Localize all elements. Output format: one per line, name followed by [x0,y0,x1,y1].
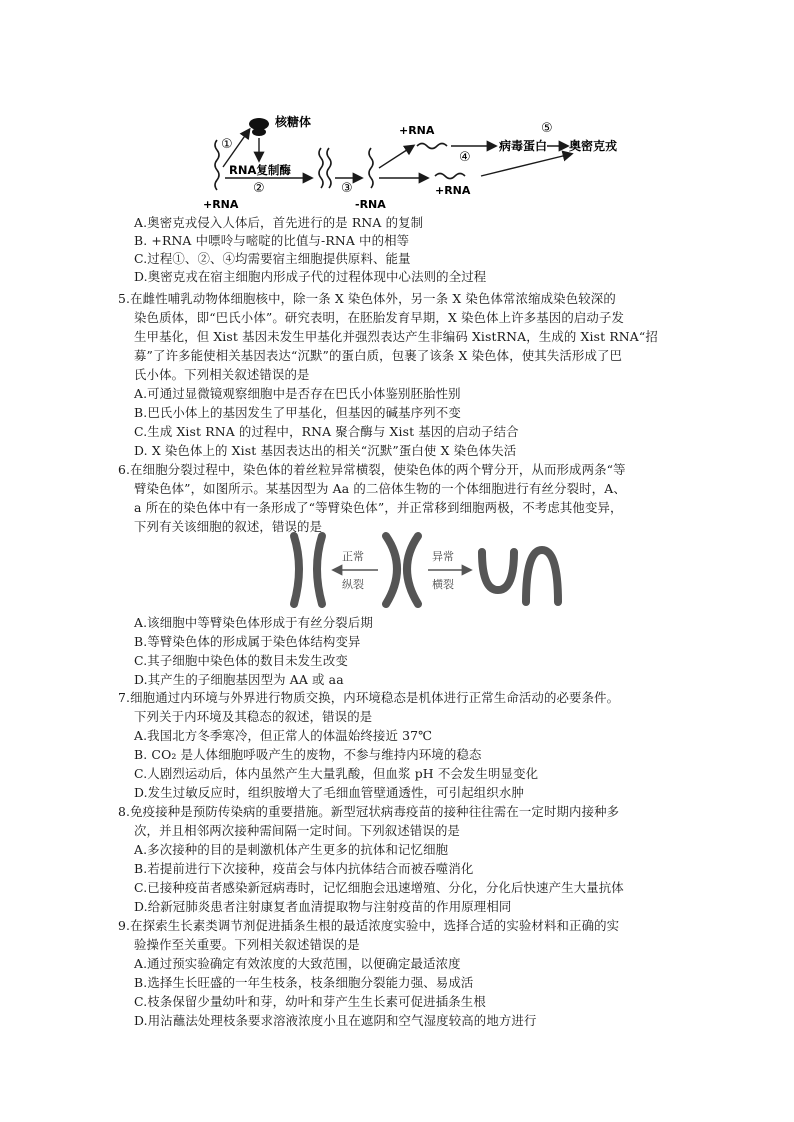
q5-stem-line: 染色质体，即“巴氏小体”。研究表明，在胚胎发育早期，X 染色体上许多基因的启动子发 [134,310,625,325]
q4-option-a: A.奥密克戎侵入人体后，首先进行的是 RNA 的复制 [134,215,424,230]
q5-stem-line: 募”了许多能使相关基因表达“沉默”的蛋白质，包裹了该条 X 染色体，使其失活形成了巴 [134,348,623,363]
plus-rna-left-label: +RNA [203,198,239,211]
q8-stem-line: 8.免疫接种是预防传染病的重要措施。新型冠状病毒疫苗的接种往往需在一定时期内接种多 [118,804,620,819]
q9-stem-line: 9.在探索生长素类调节剂促进插条生根的最适浓度实验中，选择合适的实验材料和正确的实 [118,918,620,933]
chromosome-x-a [386,536,397,604]
q6-option-a: A.该细胞中等臂染色体形成于有丝分裂后期 [134,615,373,630]
chromosome-x-b [407,536,418,604]
plus-rna-top-label: +RNA [399,124,435,137]
arrow-bottom-to-omicron [481,154,571,176]
normal-label-1: 正常 [342,550,364,563]
rdrp-label: RNA复制酶 [229,163,291,177]
q7-option-c: C.人剧烈运动后，体内虽然产生大量乳酸，但血浆 pH 不会发生明显变化 [134,766,539,781]
q7-option-d: D.发生过敏反应时，组织胺增大了毛细血管壁通透性，可引起组织水肿 [134,785,524,800]
q4-option-c: C.过程①、②、④均需要宿主细胞提供原料、能量 [134,251,411,266]
step3-label: ③ [341,181,353,196]
step5-label: ⑤ [541,121,553,136]
q9-option-b: B.选择生长旺盛的一年生枝条，枝条细胞分裂能力强、易成活 [134,975,474,990]
plus-rna-left-strand [215,140,219,190]
abnormal-label-2: 横裂 [432,578,454,591]
q9-option-c: C.枝条保留少量幼叶和芽，幼叶和芽产生生长素可促进插条生根 [134,994,486,1009]
q8-stem-line: 次，并且相邻两次接种需间隔一定时间。下列叙述错误的是 [134,823,461,838]
q5-stem-line: 生甲基化，但 Xist 基因未发生甲基化并强烈表达产生非编码 XistRNA，生成的 Xist RNA“招 [134,329,658,344]
q5-option-b: B.巴氏小体上的基因发生了甲基化，但基因的碱基序列不变 [134,405,461,420]
q7-option-b: B. CO₂ 是人体细胞呼吸产生的废物，不参与维持内环境的稳态 [134,747,482,762]
q6-stem-line: 6.在细胞分裂过程中，染色体的着丝粒异常横裂，使染色体的两个臂分开，从而形成两条“等 [118,462,626,477]
minus-rna-label: -RNA [355,198,386,211]
abnormal-label-1: 异常 [432,550,454,563]
q5-option-c: C.生成 Xist RNA 的过程中，RNA 聚合酶与 Xist 基因的启动子结合 [134,424,519,439]
minus-rna-strand [369,148,373,188]
q5-option-a: A.可通过显微镜观察细胞中是否存在巴氏小体鉴别胚胎性别 [134,386,461,401]
step4-label: ④ [459,150,471,165]
viral-protein-label: 病毒蛋白 [499,139,548,153]
plus-rna-top-strand [417,144,447,149]
q5-stem-line: 氏小体。下列相关叙述错误的是 [134,367,310,382]
q7-stem-line: 7.细胞通过内环境与外界进行物质交换，内环境稳态是机体进行正常生命活动的必要条件。 [118,690,620,705]
q8-option-a: A.多次接种的目的是刺激机体产生更多的抗体和记忆细胞 [134,842,449,857]
ribosome-label: 核糖体 [275,115,312,129]
q7-option-a: A.我国北方冬季寒冷，但正常人的体温始终接近 37℃ [134,728,433,743]
q5-option-d: D. X 染色体上的 Xist 基因表达出的相关“沉默”蛋白使 X 染色体失活 [134,443,517,458]
q9-option-d: D.用沾蘸法处理枝条要求溶液浓度小且在遮阴和空气湿度较高的地方进行 [134,1013,537,1028]
q9-option-a: A.通过预实验确定有效浓度的大致范围，以便确定最适浓度 [134,956,461,971]
q8-option-d: D.给新冠肺炎患者注射康复者血清提取物与注射疫苗的作用原理相同 [134,899,512,914]
omicron-label: 奥密克戎 [569,139,618,153]
q6-option-d: D.其产生的子细胞基因型为 AA 或 aa [134,672,344,687]
isochromosome-u [482,552,514,590]
q8-option-b: B.若提前进行下次接种，疫苗会与体内抗体结合而被吞噬消化 [134,861,474,876]
dsrna-strand-b [327,148,331,188]
ribosome-shape-lower [252,128,266,136]
chromatid-left-b [317,536,322,604]
q6-stem-line: 臂染色体”，如图所示。某基因型为 Aa 的二倍体生物的一个体细胞进行有丝分裂时，A、 [134,481,626,496]
step1-label: ① [221,137,233,152]
plus-rna-bottom-label: +RNA [435,184,471,197]
step2-label: ② [253,181,265,196]
q6-option-c: C.其子细胞中染色体的数目未发生改变 [134,653,348,668]
q6-option-b: B.等臂染色体的形成属于染色体结构变异 [134,634,361,649]
omicron-replication-diagram [195,112,635,212]
q6-stem-line: 下列有关该细胞的叙述，错误的是 [134,519,323,534]
q5-stem-line: 5.在雌性哺乳动物体细胞核中，除一条 X 染色体外，另一条 X 染色体常浓缩成染色较深的 [118,291,616,306]
q8-option-c: C.已接种疫苗者感染新冠病毒时，记忆细胞会迅速增殖、分化，分化后快速产生大量抗体 [134,880,624,895]
isochromosome-diagram [282,530,562,610]
arrow-to-top-rna [379,146,413,168]
chromatid-left-a [294,536,299,604]
dsrna-strand-a [319,148,323,188]
q9-stem-line: 验操作至关重要。下列相关叙述错误的是 [134,937,360,952]
q4-option-b: B. +RNA 中嘌呤与嘧啶的比值与-RNA 中的相等 [134,233,410,248]
q6-stem-line: a 所在的染色体中有一条形成了“等臂染色体”，并正常移到细胞两极，不考虑其他变异， [134,500,623,515]
q7-stem-line: 下列关于内环境及其稳态的叙述，错误的是 [134,709,373,724]
normal-label-2: 纵裂 [342,578,364,591]
plus-rna-bottom-strand [435,174,465,179]
q4-option-d: D.奥密克戎在宿主细胞内形成子代的过程体现中心法则的全过程 [134,269,487,284]
isochromosome-n [526,550,558,602]
